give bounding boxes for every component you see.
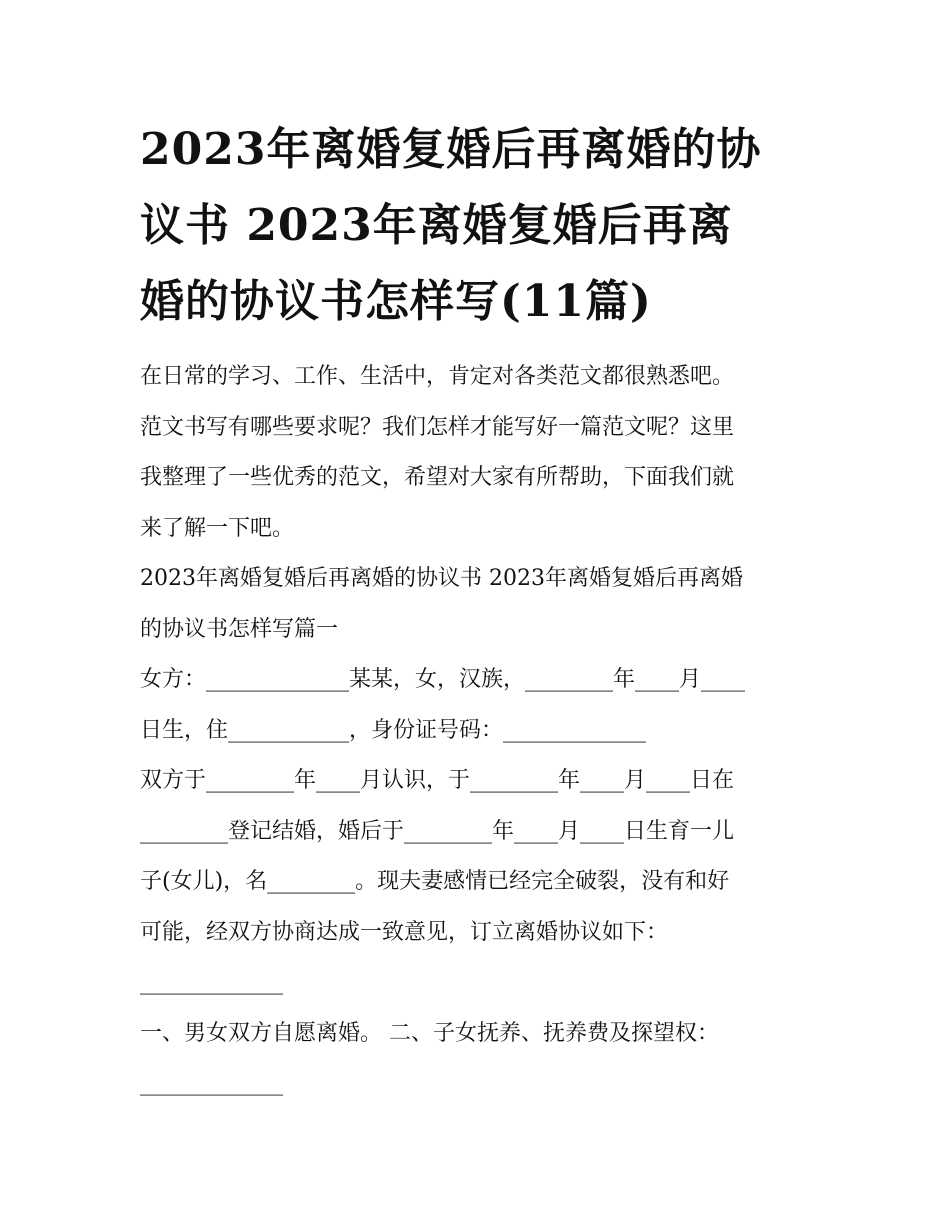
agreement-line: 双方于________年____月认识，于________年____月____日在 — [140, 768, 735, 793]
intro-line: 我整理了一些优秀的范文，希望对大家有所帮助，下面我们就 — [140, 465, 735, 490]
agreement-blank-line: _____________ — [140, 970, 283, 995]
section-heading-line: 的协议书怎样写篇一 — [140, 616, 339, 642]
agreement-blank-line: _____________ — [140, 1071, 283, 1096]
agreement-line: ________登记结婚，婚后于________年____月____日生育一儿 — [140, 818, 735, 844]
title-line: 2023年离婚复婚后再离婚的协 — [140, 124, 762, 175]
agreement-line: 子(女儿)，名________。现夫妻感情已经完全破裂，没有和好 — [140, 869, 730, 894]
title-line: 议书 2023年离婚复婚后再离 — [140, 200, 733, 251]
agreement-line: 女方：_____________某某，女，汉族，________年____月____ — [140, 667, 746, 692]
agreement-line: 日生，住___________，身份证号码：_____________ — [140, 717, 647, 743]
agreement-line: 可能，经双方协商达成一致意见，订立离婚协议如下： — [140, 919, 669, 945]
section-heading-line: 2023年离婚复婚后再离婚的协议书 2023年离婚复婚后再离婚 — [140, 566, 743, 591]
document-body — [140, 352, 830, 1110]
intro-line: 在日常的学习、工作、生活中，肯定对各类范文都很熟悉吧。 — [140, 364, 735, 389]
document-title — [140, 112, 820, 340]
agreement-line: 一、男女双方自愿离婚。 二、子女抚养、抚养费及探望权： — [140, 1020, 719, 1046]
intro-line: 范文书写有哪些要求呢？我们怎样才能写好一篇范文呢？这里 — [140, 414, 735, 440]
title-line: 婚的协议书怎样写(11篇) — [140, 276, 652, 327]
intro-line: 来了解一下吧。 — [140, 515, 295, 541]
